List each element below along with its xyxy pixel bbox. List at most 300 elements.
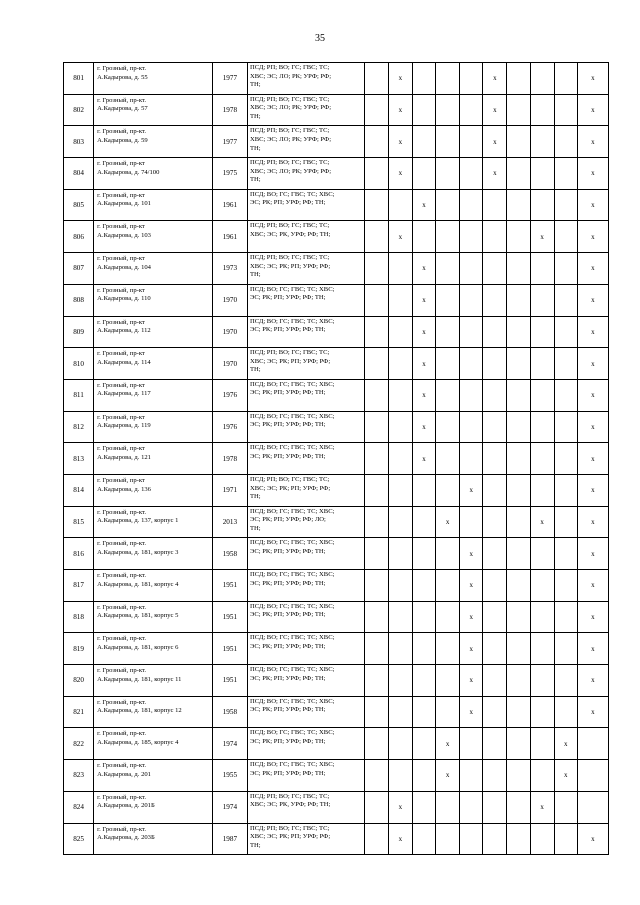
build-year: 1955 — [212, 760, 247, 792]
mark-cell — [554, 474, 577, 506]
mark-cell: x — [412, 411, 435, 443]
mark-cell: x — [388, 63, 412, 95]
mark-cell — [412, 696, 435, 728]
mark-cell — [483, 316, 507, 348]
mark-cell — [507, 601, 530, 633]
build-year: 1961 — [212, 221, 247, 253]
build-year: 1958 — [212, 538, 247, 570]
address-line: А.Кадырова, д. 57 — [97, 105, 148, 113]
address-line: А.Кадырова, д. 101 — [97, 200, 151, 208]
services-cell — [247, 601, 364, 633]
mark-cell: x — [483, 126, 507, 158]
mark-cell — [507, 443, 530, 475]
service-line: ХВС; ЭС; ЛО; РК; УРФ; РФ; — [249, 72, 332, 80]
mark-cell — [577, 728, 608, 760]
housing-registry-table — [63, 62, 609, 855]
build-year: 1951 — [212, 570, 247, 602]
service-line: ЭС; РК; РП; УРФ; РФ; ТН; — [249, 199, 326, 207]
services-cell — [247, 316, 364, 348]
mark-cell — [460, 348, 483, 380]
mark-cell — [364, 791, 388, 823]
mark-cell: x — [577, 443, 608, 475]
address-line: А.Кадырова, д. 185, корпус 4 — [97, 739, 179, 747]
address-line: А.Кадырова, д. 181, корпус 4 — [97, 580, 179, 588]
mark-cell — [436, 411, 460, 443]
mark-cell — [483, 760, 507, 792]
service-line: ПСД; ВО; ГС; ГВС; ТС; ХВС; — [249, 444, 335, 452]
mark-cell — [483, 823, 507, 855]
mark-cell — [412, 823, 435, 855]
mark-cell — [507, 126, 530, 158]
mark-cell — [554, 823, 577, 855]
address-line: г. Грозный, пр-кт — [97, 381, 145, 389]
table-row — [64, 728, 609, 760]
table-row — [64, 696, 609, 728]
address-cell — [94, 253, 213, 285]
mark-cell — [412, 474, 435, 506]
mark-cell — [530, 126, 554, 158]
address-line: г. Грозный, пр-кт — [97, 223, 145, 231]
address-line: А.Кадырова, д. 203Б — [97, 834, 155, 842]
mark-cell — [460, 94, 483, 126]
build-year: 1974 — [212, 728, 247, 760]
service-line: ПСД; ВО; ГС; ГВС; ТС; ХВС; — [249, 285, 335, 293]
mark-cell — [483, 696, 507, 728]
mark-cell — [483, 443, 507, 475]
address-cell — [94, 411, 213, 443]
mark-cell — [507, 316, 530, 348]
row-number: 819 — [64, 633, 94, 665]
services-cell — [247, 94, 364, 126]
address-cell — [94, 601, 213, 633]
mark-cell: x — [412, 253, 435, 285]
address-cell — [94, 791, 213, 823]
mark-cell — [554, 665, 577, 697]
mark-cell — [460, 284, 483, 316]
address-line: г. Грозный, пр-кт. — [97, 667, 146, 675]
mark-cell — [412, 538, 435, 570]
table-body — [64, 63, 609, 855]
services-cell — [247, 633, 364, 665]
row-number: 816 — [64, 538, 94, 570]
mark-cell: x — [577, 284, 608, 316]
address-line: А.Кадырова, д. 117 — [97, 390, 151, 398]
address-line: А.Кадырова, д. 110 — [97, 295, 151, 303]
build-year: 1951 — [212, 601, 247, 633]
mark-cell — [364, 633, 388, 665]
mark-cell — [483, 253, 507, 285]
mark-cell — [530, 411, 554, 443]
mark-cell — [388, 760, 412, 792]
mark-cell — [388, 474, 412, 506]
build-year: 1951 — [212, 633, 247, 665]
mark-cell: x — [577, 570, 608, 602]
mark-cell — [364, 538, 388, 570]
address-line: А.Кадырова, д. 201Б — [97, 802, 155, 810]
address-line: г. Грозный, пр-кт. — [97, 65, 146, 72]
service-line: ЭС; РК; РП; УРФ; РФ; ТН; — [249, 421, 326, 429]
mark-cell — [507, 665, 530, 697]
mark-cell — [460, 411, 483, 443]
address-cell — [94, 94, 213, 126]
mark-cell — [554, 94, 577, 126]
services-cell — [247, 791, 364, 823]
mark-cell — [507, 63, 530, 95]
mark-cell — [507, 538, 530, 570]
services-cell — [247, 506, 364, 538]
mark-cell — [460, 506, 483, 538]
mark-cell — [388, 379, 412, 411]
service-line: ХВС; ЭС; РК, УРФ; РФ; ТН; — [249, 801, 331, 809]
mark-cell — [554, 221, 577, 253]
mark-cell — [436, 126, 460, 158]
mark-cell — [554, 348, 577, 380]
address-cell — [94, 221, 213, 253]
mark-cell — [460, 443, 483, 475]
build-year: 1971 — [212, 474, 247, 506]
services-cell — [247, 379, 364, 411]
mark-cell — [364, 411, 388, 443]
mark-cell — [507, 823, 530, 855]
row-number: 814 — [64, 474, 94, 506]
mark-cell — [412, 94, 435, 126]
address-line: А.Кадырова, д. 55 — [97, 73, 148, 81]
address-cell — [94, 474, 213, 506]
row-number: 822 — [64, 728, 94, 760]
mark-cell — [483, 284, 507, 316]
mark-cell — [388, 665, 412, 697]
services-cell — [247, 126, 364, 158]
address-line: г. Грозный, пр-кт — [97, 286, 145, 294]
service-line: ТН; — [249, 271, 261, 279]
mark-cell — [530, 158, 554, 190]
mark-cell — [507, 94, 530, 126]
mark-cell — [412, 126, 435, 158]
service-line: ПСД; РП; ВО; ГС; ГВС; ТС; — [249, 222, 330, 230]
mark-cell — [483, 570, 507, 602]
mark-cell: x — [483, 94, 507, 126]
address-cell — [94, 284, 213, 316]
mark-cell — [554, 791, 577, 823]
mark-cell — [507, 379, 530, 411]
mark-cell — [412, 63, 435, 95]
mark-cell — [388, 253, 412, 285]
build-year: 1958 — [212, 696, 247, 728]
row-number: 818 — [64, 601, 94, 633]
service-line: ПСД; ВО; ГС; ГВС; ТС; ХВС; — [249, 539, 335, 547]
mark-cell — [554, 601, 577, 633]
mark-cell — [530, 665, 554, 697]
service-line: ТН; — [249, 176, 261, 184]
address-line: А.Кадырова, д. 181, корпус 12 — [97, 707, 182, 715]
mark-cell — [364, 443, 388, 475]
mark-cell: x — [388, 791, 412, 823]
mark-cell — [436, 94, 460, 126]
mark-cell — [530, 696, 554, 728]
build-year: 1976 — [212, 411, 247, 443]
mark-cell — [388, 506, 412, 538]
mark-cell — [530, 253, 554, 285]
mark-cell — [436, 189, 460, 221]
mark-cell — [460, 221, 483, 253]
mark-cell — [554, 570, 577, 602]
row-number: 813 — [64, 443, 94, 475]
mark-cell — [364, 665, 388, 697]
row-number: 806 — [64, 221, 94, 253]
mark-cell — [436, 570, 460, 602]
service-line: ПСД; ВО; ГС; ГВС; ТС; ХВС; — [249, 190, 335, 198]
mark-cell — [436, 696, 460, 728]
build-year: 1970 — [212, 348, 247, 380]
mark-cell — [507, 570, 530, 602]
mark-cell: x — [436, 760, 460, 792]
mark-cell — [388, 284, 412, 316]
mark-cell: x — [577, 221, 608, 253]
mark-cell — [388, 538, 412, 570]
address-line: А.Кадырова, д. 121 — [97, 453, 151, 461]
address-line: А.Кадырова, д. 112 — [97, 327, 151, 335]
mark-cell — [554, 506, 577, 538]
services-cell — [247, 348, 364, 380]
mark-cell — [364, 316, 388, 348]
address-line: г. Грозный, пр-кт — [97, 445, 145, 453]
address-line: А.Кадырова, д. 104 — [97, 263, 151, 271]
mark-cell — [507, 221, 530, 253]
service-line: ЭС; РК; РП; УРФ; РФ; ТН; — [249, 389, 326, 397]
table-row — [64, 158, 609, 190]
mark-cell — [530, 633, 554, 665]
mark-cell — [364, 696, 388, 728]
services-cell — [247, 728, 364, 760]
mark-cell — [412, 570, 435, 602]
mark-cell: x — [577, 506, 608, 538]
services-cell — [247, 221, 364, 253]
row-number: 812 — [64, 411, 94, 443]
service-line: ПСД; РП; ВО; ГС; ГВС; ТС; — [249, 792, 330, 800]
build-year: 1973 — [212, 253, 247, 285]
address-cell — [94, 348, 213, 380]
table-row — [64, 284, 609, 316]
mark-cell — [412, 791, 435, 823]
row-number: 824 — [64, 791, 94, 823]
address-line: г. Грозный, пр-кт. — [97, 540, 146, 548]
mark-cell — [507, 791, 530, 823]
mark-cell — [530, 379, 554, 411]
mark-cell — [554, 379, 577, 411]
mark-cell — [364, 348, 388, 380]
row-number: 810 — [64, 348, 94, 380]
page-number: 35 — [315, 33, 325, 44]
table-row — [64, 538, 609, 570]
service-line: ХВС; ЭС; РК, УРФ; РФ; ТН; — [249, 231, 331, 239]
build-year: 1970 — [212, 316, 247, 348]
mark-cell: x — [554, 728, 577, 760]
address-cell — [94, 379, 213, 411]
mark-cell — [577, 760, 608, 792]
address-line: г. Грозный, пр-кт. — [97, 572, 146, 579]
mark-cell — [436, 538, 460, 570]
mark-cell — [364, 253, 388, 285]
mark-cell — [412, 221, 435, 253]
mark-cell: x — [388, 126, 412, 158]
mark-cell — [388, 189, 412, 221]
mark-cell: x — [388, 94, 412, 126]
row-number: 808 — [64, 284, 94, 316]
address-line: А.Кадырова, д. 114 — [97, 358, 151, 366]
mark-cell: x — [530, 791, 554, 823]
mark-cell — [364, 158, 388, 190]
service-line: ЭС; РК; РП; УРФ; РФ; ТН; — [249, 547, 326, 555]
mark-cell — [412, 601, 435, 633]
table-row — [64, 474, 609, 506]
mark-cell — [364, 126, 388, 158]
mark-cell — [436, 348, 460, 380]
mark-cell — [388, 570, 412, 602]
mark-cell — [460, 728, 483, 760]
address-line: А.Кадырова, д. 103 — [97, 232, 151, 240]
table-row — [64, 760, 609, 792]
service-line: ПСД; ВО; ГС; ГВС; ТС; ХВС; — [249, 317, 335, 325]
address-line: г. Грозный, пр-кт. — [97, 698, 146, 706]
mark-cell — [436, 316, 460, 348]
build-year: 1975 — [212, 158, 247, 190]
mark-cell: x — [460, 538, 483, 570]
build-year: 1970 — [212, 284, 247, 316]
service-line: ПСД; ВО; ГС; ГВС; ТС; ХВС; — [249, 634, 335, 642]
mark-cell — [507, 474, 530, 506]
mark-cell — [530, 284, 554, 316]
build-year: 1987 — [212, 823, 247, 855]
mark-cell — [483, 728, 507, 760]
address-cell — [94, 633, 213, 665]
mark-cell — [507, 284, 530, 316]
table-row — [64, 665, 609, 697]
mark-cell — [364, 760, 388, 792]
services-cell — [247, 284, 364, 316]
service-line: ТН; — [249, 841, 261, 849]
service-line: ТН; — [249, 524, 261, 532]
mark-cell — [436, 221, 460, 253]
services-cell — [247, 411, 364, 443]
mark-cell: x — [577, 823, 608, 855]
mark-cell: x — [577, 474, 608, 506]
mark-cell — [554, 126, 577, 158]
services-cell — [247, 189, 364, 221]
mark-cell — [436, 253, 460, 285]
table-row — [64, 316, 609, 348]
mark-cell: x — [577, 379, 608, 411]
mark-cell — [436, 601, 460, 633]
row-number: 821 — [64, 696, 94, 728]
address-line: г. Грозный, пр-кт — [97, 191, 145, 199]
service-line: ХВС; ЭС; ЛО; РК; УРФ; РФ; — [249, 135, 332, 143]
address-cell — [94, 728, 213, 760]
mark-cell: x — [577, 411, 608, 443]
build-year: 1974 — [212, 791, 247, 823]
mark-cell — [460, 791, 483, 823]
mark-cell — [436, 158, 460, 190]
mark-cell — [412, 158, 435, 190]
row-number: 825 — [64, 823, 94, 855]
mark-cell: x — [577, 538, 608, 570]
service-line: ПСД; ВО; ГС; ГВС; ТС; ХВС; — [249, 729, 335, 737]
address-line: А.Кадырова, д. 74/100 — [97, 168, 160, 176]
address-line: г. Грозный, пр-кт. — [97, 508, 146, 516]
mark-cell — [554, 316, 577, 348]
service-line: ХВС; ЭС; РК; РП; УРФ; РФ; — [249, 357, 331, 365]
service-line: ПСД; ВО; ГС; ГВС; ТС; ХВС; — [249, 380, 335, 388]
mark-cell — [554, 443, 577, 475]
mark-cell: x — [460, 665, 483, 697]
mark-cell: x — [577, 94, 608, 126]
mark-cell — [388, 411, 412, 443]
mark-cell — [364, 379, 388, 411]
address-line: г. Грозный, пр-кт. — [97, 730, 146, 738]
mark-cell — [554, 63, 577, 95]
mark-cell — [364, 284, 388, 316]
table-row — [64, 221, 609, 253]
mark-cell — [460, 158, 483, 190]
mark-cell — [530, 538, 554, 570]
address-cell — [94, 189, 213, 221]
services-cell — [247, 538, 364, 570]
mark-cell — [507, 696, 530, 728]
mark-cell: x — [412, 189, 435, 221]
mark-cell — [364, 94, 388, 126]
address-line: г. Грозный, пр-кт — [97, 350, 145, 358]
mark-cell: x — [577, 601, 608, 633]
mark-cell: x — [577, 696, 608, 728]
service-line: ПСД; ВО; ГС; ГВС; ТС; ХВС; — [249, 507, 335, 515]
mark-cell: x — [577, 158, 608, 190]
mark-cell — [436, 379, 460, 411]
row-number: 803 — [64, 126, 94, 158]
services-cell — [247, 570, 364, 602]
table-row — [64, 379, 609, 411]
service-line: ПСД; РП; ВО; ГС; ГВС; ТС; — [249, 64, 330, 71]
service-line: ПСД; ВО; ГС; ГВС; ТС; ХВС; — [249, 666, 335, 674]
service-line: ХВС; ЭС; РК; РП; УРФ; РФ; — [249, 262, 331, 270]
service-line: ЭС; РК; РП; УРФ; РФ; ТН; — [249, 611, 326, 619]
address-line: г. Грозный, пр-кт — [97, 413, 145, 421]
service-line: ПСД; РП; ВО; ГС; ГВС; ТС; — [249, 349, 330, 357]
mark-cell: x — [460, 570, 483, 602]
services-cell — [247, 760, 364, 792]
table-row — [64, 506, 609, 538]
service-line: ЭС; РК; РП; УРФ; РФ; ТН; — [249, 706, 326, 714]
build-year: 1977 — [212, 63, 247, 95]
service-line: ПСД; ВО; ГС; ГВС; ТС; ХВС; — [249, 761, 335, 769]
row-number: 815 — [64, 506, 94, 538]
address-cell — [94, 316, 213, 348]
mark-cell — [388, 601, 412, 633]
mark-cell — [364, 570, 388, 602]
mark-cell — [507, 348, 530, 380]
mark-cell — [364, 63, 388, 95]
mark-cell — [388, 443, 412, 475]
mark-cell — [483, 506, 507, 538]
mark-cell: x — [530, 506, 554, 538]
row-number: 805 — [64, 189, 94, 221]
mark-cell — [388, 696, 412, 728]
mark-cell — [483, 411, 507, 443]
mark-cell — [364, 506, 388, 538]
address-line: А.Кадырова, д. 59 — [97, 136, 148, 144]
row-number: 820 — [64, 665, 94, 697]
mark-cell: x — [388, 823, 412, 855]
mark-cell — [530, 728, 554, 760]
build-year: 1961 — [212, 189, 247, 221]
